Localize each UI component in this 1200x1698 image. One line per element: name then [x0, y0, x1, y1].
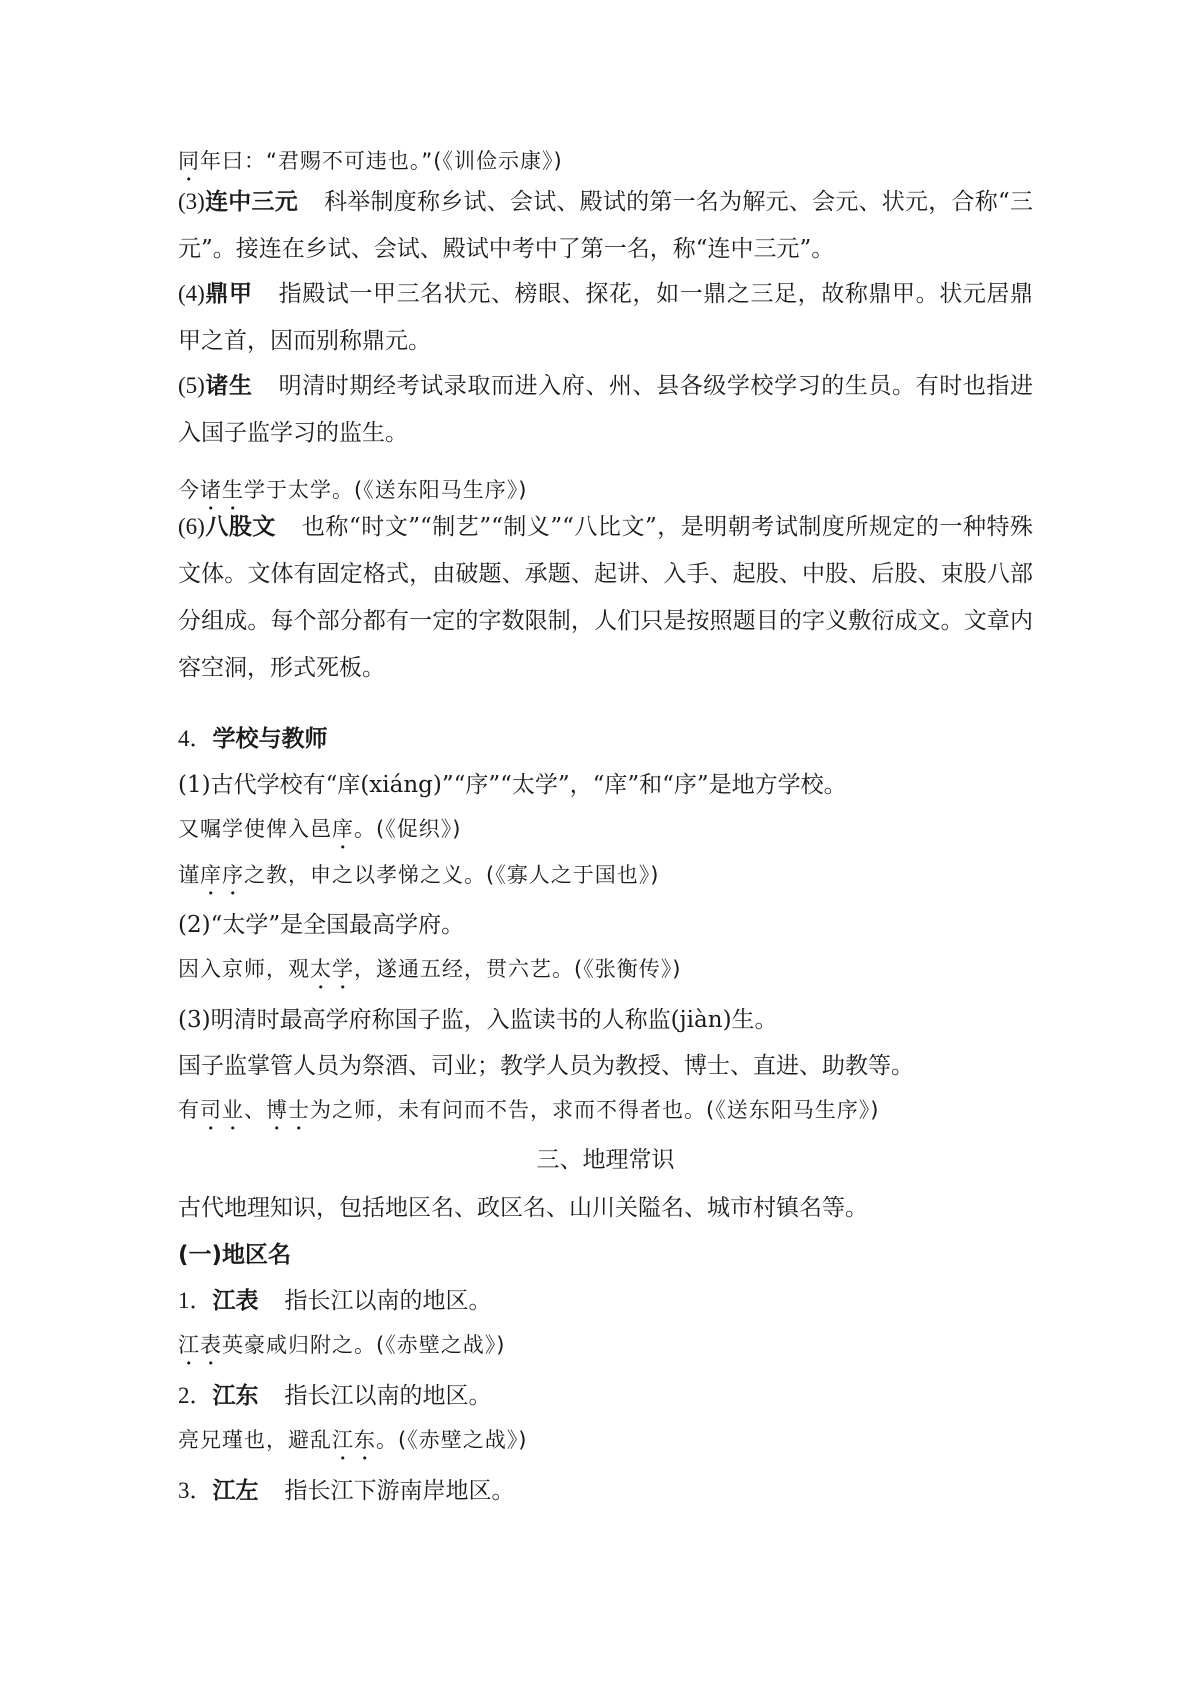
term-entry-zhusheng: (5)诸生 明清时期经考试录取而进入府、州、县各级学校学习的生员。有时也指进入国子监学习的监生。: [178, 373, 1034, 446]
example-sentence: 谨庠序之教，申之以孝悌之义。(《寡人之于国也》): [178, 863, 660, 887]
term-entry-dingjia: (4)鼎甲 指殿试一甲三名状元、榜眼、探花，如一鼎之三足，故称鼎甲。状元居鼎甲之首，因而别称鼎元。: [178, 281, 1034, 354]
paragraph: 古代地理知识，包括地区名、政区名、山川关隘名、城市村镇名等。: [178, 1195, 868, 1221]
example-sentence: 有司业、博士为之师，未有问而不告，求而不得者也。(《送东阳马生序》): [178, 1098, 880, 1122]
section-heading-schools: 4．学校与教师: [178, 726, 328, 752]
example-sentence: 又嘱学使俾入邑庠。(《促织》): [178, 817, 462, 841]
term-entry-jiangbiao: 1．江表 指长江以南的地区。: [178, 1288, 492, 1314]
paragraph: 国子监掌管人员为祭酒、司业；教学人员为教授、博士、直进、助教等。: [178, 1053, 914, 1079]
example-sentence: 因入京师，观太学，遂通五经，贯六艺。(《张衡传》): [178, 957, 682, 981]
term-entry-baguwen: (6)八股文 也称“时文”“制艺”“制义”“八比文”，是明朝考试制度所规定的一种特殊文体。文体有固定格式，由破题、承题、起讲、入手、起股、中股、后股、束股八部分组成。每个部分都有一定的字数限制，人们只是按照题目的字义敷衍成文。文章内容空洞，形式死板。: [178, 514, 1033, 681]
subsection-heading-regions: (一)地区名: [178, 1242, 292, 1268]
example-sentence: 同年曰：“君赐不可违也。”(《训俭示康》): [178, 149, 563, 173]
paragraph: (2)“太学”是全国最高学府。: [178, 912, 465, 938]
term-entry-lianzhongsanyuan: (3)连中三元 科举制度称乡试、会试、殿试的第一名为解元、会元、状元，合称“三元”。接连在乡试、会试、殿试中考中了第一名，称“连中三元”。: [178, 189, 1033, 262]
chapter-heading-geography: 三、地理常识: [536, 1147, 675, 1173]
example-sentence: 江表英豪咸归附之。(《赤壁之战》): [178, 1333, 506, 1357]
example-sentence: 亮兄瑾也，避乱江东。(《赤壁之战》): [178, 1428, 528, 1452]
paragraph: (1)古代学校有“庠(xiáng)”“序”“太学”，“庠”和“序”是地方学校。: [178, 772, 847, 798]
term-entry-jiangdong: 2．江东 指长江以南的地区。: [178, 1383, 492, 1409]
term-entry-jiangzuo: 3．江左 指长江下游南岸地区。: [178, 1478, 515, 1504]
paragraph: (3)明清时最高学府称国子监，入监读书的人称监(jiàn)生。: [178, 1007, 778, 1033]
example-sentence: 今诸生学于太学。(《送东阳马生序》): [178, 478, 528, 502]
